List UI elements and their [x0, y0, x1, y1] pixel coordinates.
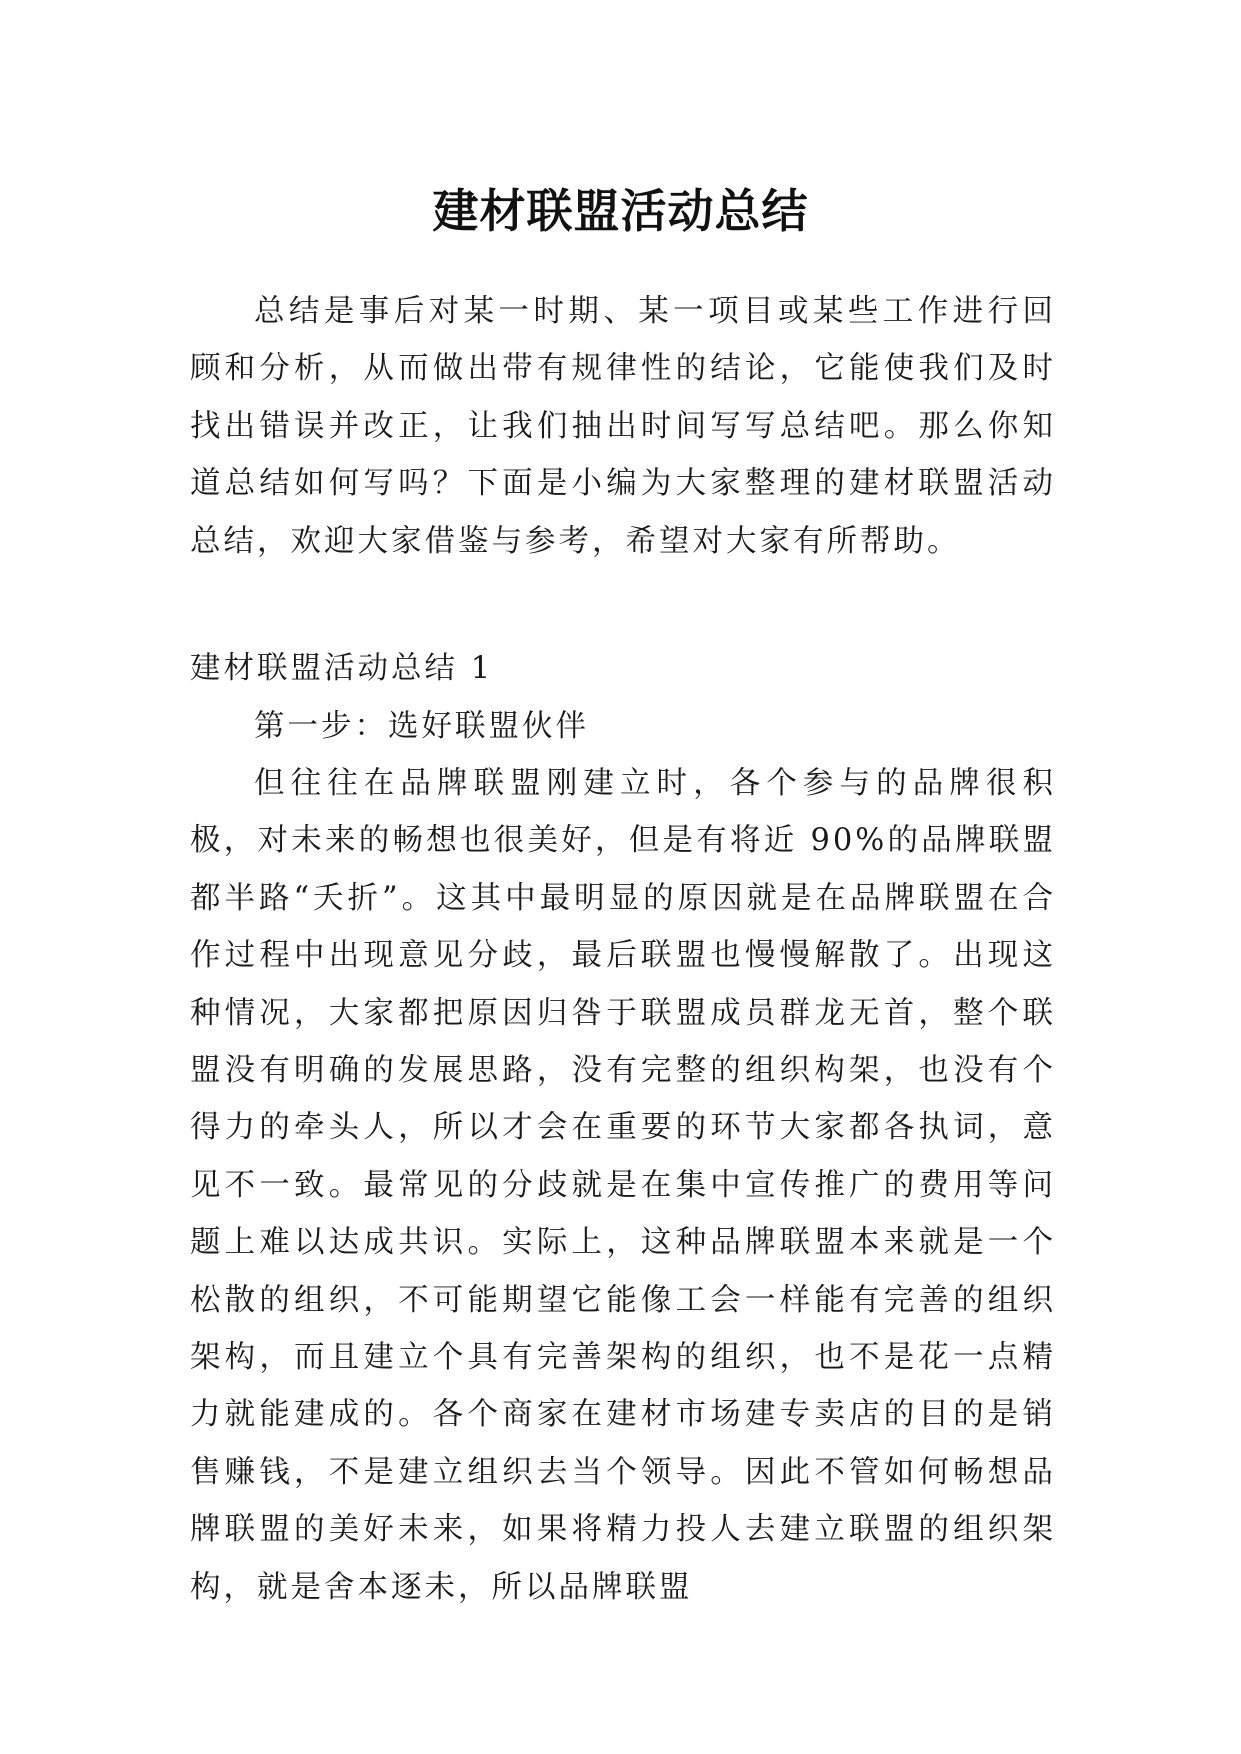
document-title: 建材联盟活动总结	[432, 183, 809, 238]
intro-paragraph: 总结是事后对某一时期、某一项目或某些工作进行回顾和分析，从而做出带有规律性的结论，它能使我们及时找出错误并改正，让我们抽出时间写写总结吧。那么你知道总结如何写吗？下面是小编为大家整理的建材联盟活动总结，欢迎大家借鉴与参考，希望对大家有所帮助。	[190, 294, 1056, 559]
body-paragraph: 但往往在品牌联盟刚建立时，各个参与的品牌很积极，对未来的畅想也很美好，但是有将近 90%的品牌联盟都半路“夭折”。这其中最明显的原因就是在品牌联盟在合作过程中出现意见分歧，最后联盟也慢慢解散了。出现这种情况，大家都把原因归咎于联盟成员群龙无首，整个联盟没有明确的发展思路，没有完整的组织构架，也没有个得力的牵头人，所以才会在重要的环节大家都各执词，意见不一致。最常见的分歧就是在集中宣传推广的费用等问题上难以达成共识。实际上，这种品牌联盟本来就是一个松散的组织，不可能期望它能像工会一样能有完善的组织架构，而且建立个具有完善架构的组织，也不是花一点精力就能建成的。各个商家在建材市场建专卖店的目的是销售赚钱，不是建立组织去当个领导。因此不管如何畅想品牌联盟的美好未来，如果将精力投人去建立联盟的组织架构，就是舍本逐未，所以品牌联盟	[190, 766, 1056, 1605]
section-heading: 建材联盟活动总结 1	[190, 651, 494, 686]
step-heading: 第一步：选好联盟伙伴	[254, 709, 589, 744]
